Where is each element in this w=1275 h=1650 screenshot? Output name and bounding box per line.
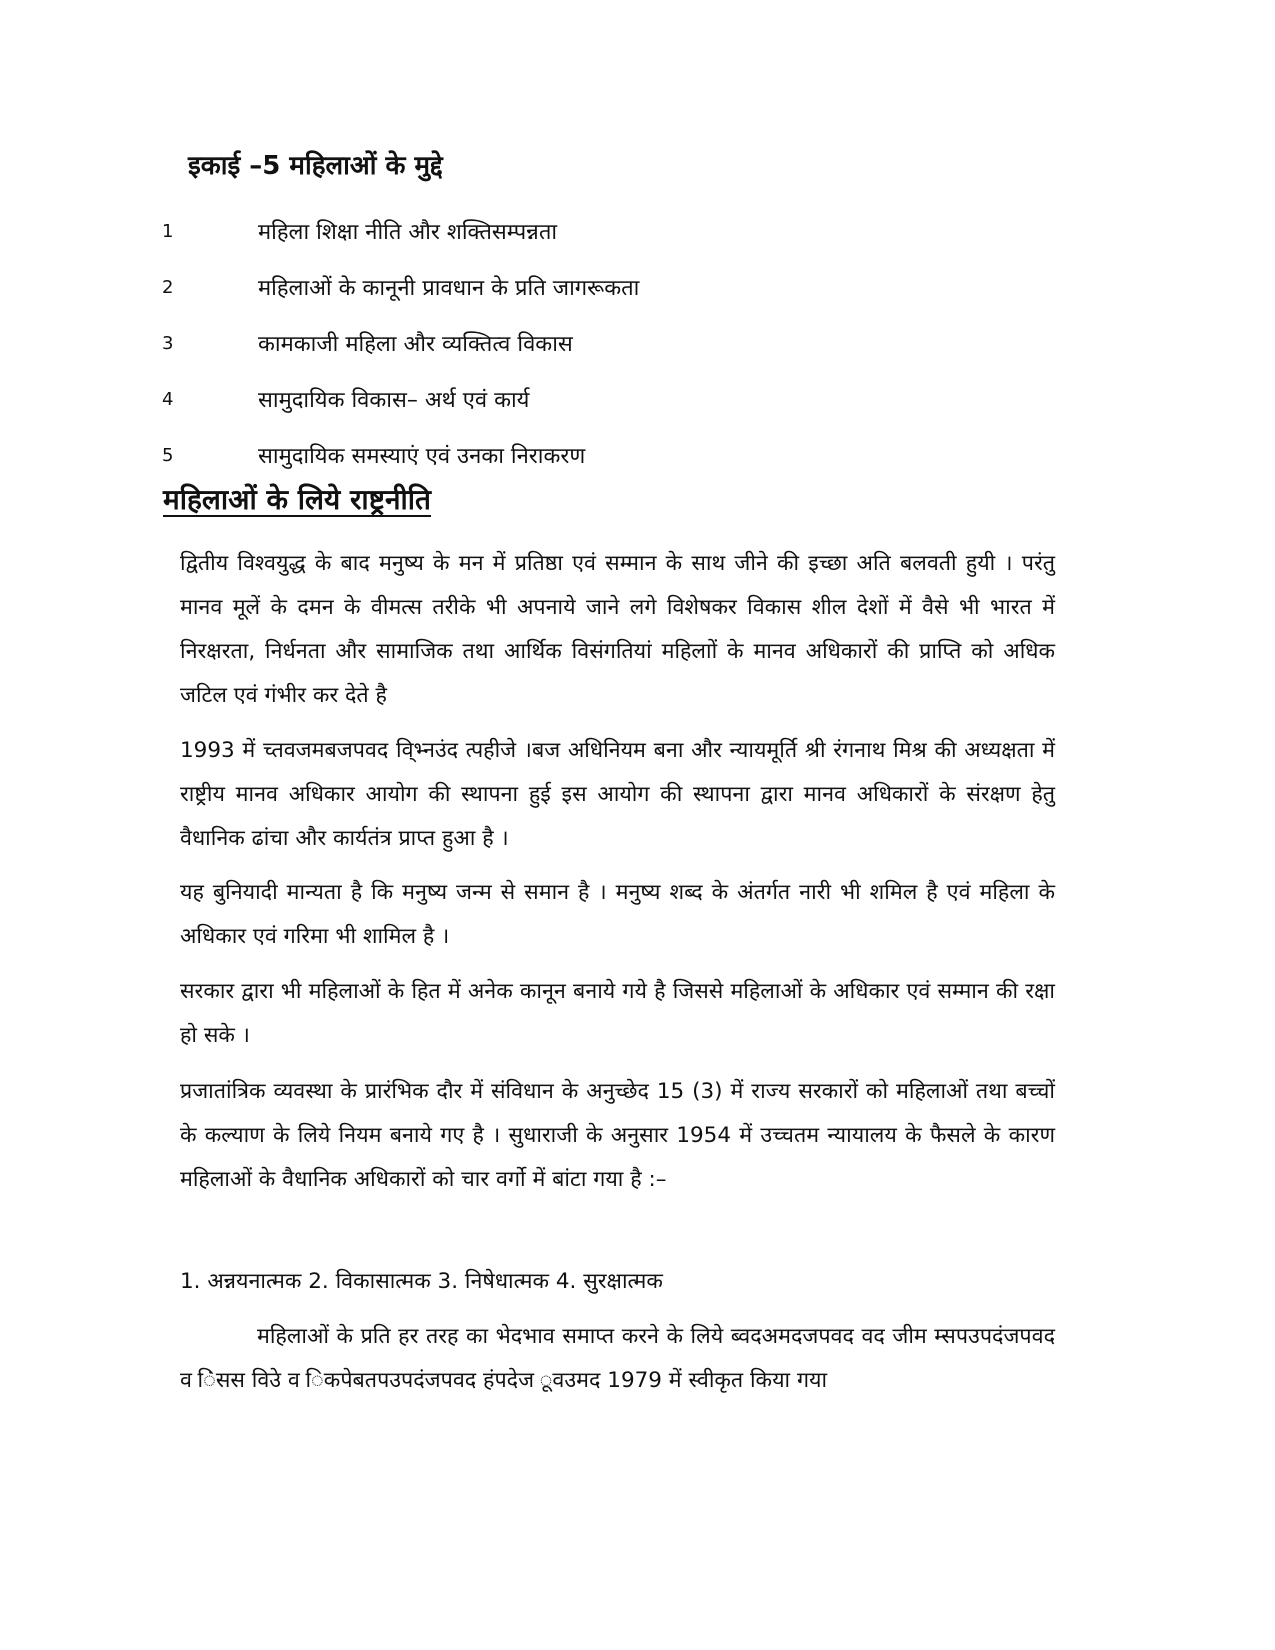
paragraph: द्वितीय विश्वयुद्ध के बाद मनुष्य के मन में प्रतिष्ठा एवं सम्मान के साथ जीने की इच्छा अति बलवती हुयी । परंतु मानव मूलें के दमन के वीमत्स तरीके भी अपनाये जाने लगे विशेषकर विकास शील देशों में वैसे भी भारत में निरक्षरता, निर्धनता और सामाजिक तथा आर्थिक विसंगतियां महिलाों के मानव अधिकारों की प्राप्ति को अधिक जटिल एवं गंभीर कर देते है	[180, 551, 1055, 708]
list-item	[162, 203, 1062, 259]
paragraph: महिलाओं के प्रति हर तरह का भेदभाव समाप्त करने के लिये ब्वदअमदजपवद वद जीम म्सपउपदंजपवद व िंसस विउे व िकपेबतपउपदंजपवद हंपदेज ूवउमद 1979 में स्वीकृत किया गया	[180, 1324, 1055, 1393]
rights-category-list: 1. अन्नयनात्मक 2. विकासात्मक 3. निषेधात्मक 4. सुरक्षात्मक	[180, 1269, 663, 1294]
list-item-number: 2	[162, 276, 174, 298]
list-item	[162, 371, 1062, 427]
list-item-text: कामकाजी महिला और व्यक्तित्व विकास	[258, 332, 573, 357]
topic-list	[162, 203, 1062, 483]
list-item-text: सामुदायिक विकास– अर्थ एवं कार्य	[258, 388, 530, 413]
list-item-text: महिला शिक्षा नीति और शक्तिसम्पन्नता	[258, 220, 558, 245]
list-item	[162, 259, 1062, 315]
list-item-text: सामुदायिक समस्याएं एवं उनका निराकरण	[258, 444, 586, 469]
list-item-number: 4	[162, 388, 174, 410]
list-item-text: महिलाओं के कानूनी प्रावधान के प्रति जागरूकता	[258, 276, 640, 301]
paragraph: सरकार द्वारा भी महिलाओं के हित में अनेक कानून बनाये गये है जिससे महिलाओं के अधिकार एवं सम्मान की रक्षा हो सके ।	[180, 979, 1055, 1048]
paragraph: यह बुनियादी मान्यता है कि मनुष्य जन्म से समान है । मनुष्य शब्द के अंतर्गत नारी भी शमिल है एवं महिला के अधिकार एवं गरिमा भी शामिल है ।	[180, 880, 1055, 949]
paragraph: प्रजातांत्रिक व्यवस्था के प्रारंभिक दौर में संविधान के अनुच्छेद 15 (3) में राज्य सरकारों को महिलाओं तथा बच्चों के कल्याण के लिये नियम बनाये गए है । सुधाराजी के अनुसार 1954 में उच्चतम न्यायालय के फैसले के कारण महिलाओं के वैधानिक अधिकारों को चार वर्गो में बांटा गया है :–	[180, 1079, 1055, 1192]
list-item	[162, 315, 1062, 371]
list-item-number: 1	[162, 220, 174, 242]
section-heading: महिलाओं के लिये राष्ट्रनीति	[163, 483, 432, 516]
list-item-number: 5	[162, 444, 174, 466]
list-item-number: 3	[162, 332, 174, 354]
unit-title: इकाई –5 महिलाओं के मुद्दे	[188, 151, 443, 181]
paragraph: 1993 में च्तवजमबजपवद वि्भ्नउंद त्पहीजे ।बज अधिनियम बना और न्यायमूर्ति श्री रंगनाथ मिश्र की अध्यक्षता में राष्ट्रीय मानव अधिकार आयोग की स्थापना हुई इस आयोग की स्थापना द्वारा मानव अधिकारों के संरक्षण हेतु वैधानिक ढांचा और कार्यतंत्र प्राप्त हुआ है ।	[180, 738, 1055, 851]
list-item	[162, 427, 1062, 483]
